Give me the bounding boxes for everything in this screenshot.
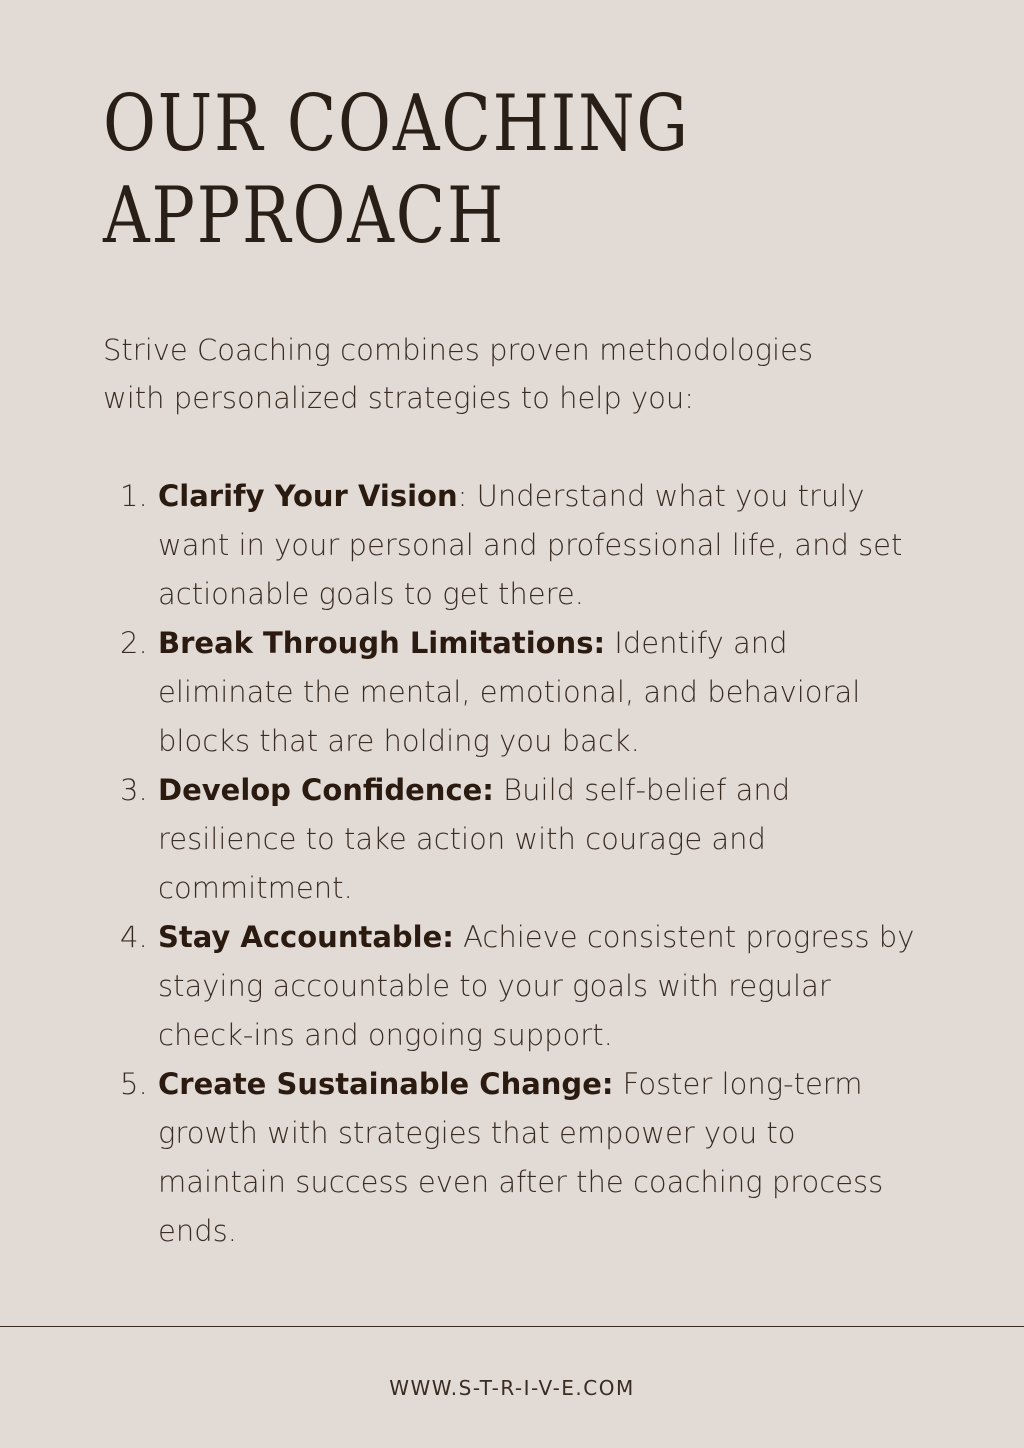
item-text: Build self-belief and resilience to take action with courage and commitment. — [158, 773, 791, 905]
item-heading: Create Sustainable Change: — [158, 1067, 614, 1101]
intro-paragraph — [103, 326, 933, 422]
title-line-2: APPROACH — [103, 171, 506, 261]
intro-line-2: with personalized strategies to help you: — [103, 381, 695, 415]
intro-line-1: Strive Coaching combines proven methodologies — [103, 333, 814, 367]
list-item-stay-accountable — [120, 913, 920, 1060]
item-number: 1. — [120, 479, 148, 513]
item-heading: Break Through Limitations: — [158, 626, 606, 660]
item-heading: Stay Accountable: — [158, 920, 454, 954]
item-number: 5. — [120, 1067, 148, 1101]
item-text: Achieve consistent progress by staying accountable to your goals with regular check-ins and ongoing support. — [158, 920, 915, 1052]
item-heading: Develop Confidence: — [158, 773, 494, 807]
item-number: 2. — [120, 626, 148, 660]
approach-list — [120, 472, 920, 1256]
list-item-develop-confidence — [120, 766, 920, 913]
footer-website-url: WWW.S-T-R-I-V-E.COM — [389, 1376, 635, 1400]
item-number: 3. — [120, 773, 148, 807]
item-text: Identify and eliminate the mental, emotional, and behavioral blocks that are holding you back. — [158, 626, 861, 758]
page-title — [103, 78, 983, 262]
footer-divider — [0, 1326, 1024, 1327]
item-number: 4. — [120, 920, 148, 954]
item-text: Foster long-term growth with strategies that empower you to maintain success even after the coaching process ends. — [158, 1067, 884, 1248]
title-line-1: OUR COACHING — [103, 79, 690, 169]
item-text: : Understand what you truly want in your personal and professional life, and set actionable goals to get there. — [158, 479, 903, 611]
item-heading: Clarify Your Vision — [158, 479, 458, 513]
list-item-break-limitations — [120, 619, 920, 766]
list-item-sustainable-change — [120, 1060, 920, 1256]
list-item-clarify-vision — [120, 472, 920, 619]
